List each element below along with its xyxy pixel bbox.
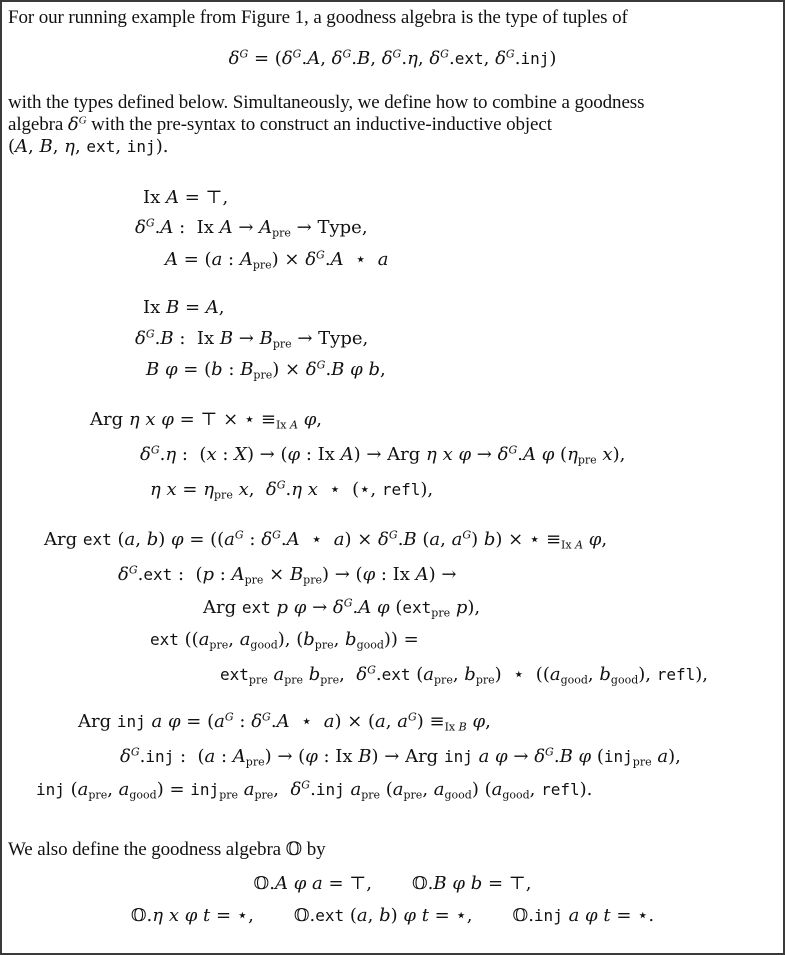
eq-eta-def: η $x = \eta_{pre}$ x, $\delta^G.\eta$ x ⋆ (⋆, refl), [150,478,434,502]
outro-text: We also define the goodness algebra [8,839,282,860]
eq-delta-inj-type: $\delta^G.inj$ : (a : $A_{pre}) \to (\varphi$ : Ix B) → Arg inj a $\varphi \to \delta^G.B$ φ (inj$_{pre}$ a), [120,745,681,769]
eq-o-line-1: 𝕆.A φ a = ⊤, 𝕆.B φ b = ⊤, [253,873,532,894]
eq-delta-ext-type-1: $\delta^G.ext$ : (p : $A_{pre} \times B_{pre}) \to (\varphi$ : Ix A) → [118,563,457,587]
eq-b-def: B φ = (b : $B_{pre}) \times \delta^G.B$ φ b, [146,358,386,382]
eq-ix-a: Ix A = ⊤, [143,187,229,208]
outro-symbol: 𝕆 [285,839,303,860]
outro-line [8,839,326,861]
tuple-equation: $\delta^G = (\delta^G.A$, $\delta^G.B$, $\delta^G.\eta$, $\delta^G.ext$, $\delta^G.inj$) [228,47,557,69]
eq-arg-ext: Arg ext (a, b) $\varphi = ((a^G$ : $\delta^G.A$ ⋆ $a) \times \delta^G.B$ (a, $a^G$) b) × ⋆ $\equiv_{Ix A}$ φ, [44,528,608,552]
eq-a-def: A = (a : $A_{pre}) \times \delta^G.A$ ⋆ a [165,248,389,272]
eq-delta-eta-type: $\delta^G.\eta$ : (x : X) → (φ : Ix A) → Arg η x $\varphi \to \delta^G.A$ φ ($\eta_{pre}$ x), [140,443,626,467]
eq-inj-def: inj ($a_{pre}$, $a_{good}) = inj_{pre}$ $a_{pre}$, $\delta^G.inj$ $a_{pre}$ ($a_{pre}$, $a_{good}$) ($a_{good}$, refl). [36,778,593,802]
intro-line-1: For our running example from Figure 1, a goodness algebra is the type of tuples of [8,7,628,28]
intro-line-2: with the types defined below. Simultaneously, we define how to combine a goodness [8,92,645,113]
eq-delta-b-type: $\delta^G.B$ : Ix $B \to B_{pre}$ → Type, [135,327,369,351]
eq-o-line-2: 𝕆.η x φ t = ⋆, 𝕆.ext (a, b) φ t = ⋆, 𝕆.inj a φ t = ⋆. [130,905,655,926]
eq-delta-a-type: $\delta^G.A$ : Ix $A \to A_{pre}$ → Type, [135,216,368,240]
intro-line-3: algebra $\delta^G$ with the pre-syntax to construct an inductive-inductive object [8,114,552,135]
outro-suffix: by [306,839,326,860]
intro-line-3-suffix: with the pre-syntax to construct an inductive-inductive object [91,114,552,135]
eq-ix-b: Ix B = A, [143,297,225,318]
eq-arg-inj: Arg inj a $\varphi = (a^G$ : $\delta^G.A$ ⋆ a) × (a, $a^G) \equiv_{Ix B}$ φ, [78,710,491,734]
eq-arg-eta: Arg η x φ = ⊤ × ⋆ $\equiv_{Ix A}$ φ, [90,409,323,432]
intro-line-3-prefix: algebra [8,114,64,135]
eq-ext-def-1: ext (($a_{pre}$, $a_{good}$), ($b_{pre}$, $b_{good}$)) = [150,629,419,652]
eq-ext-def-2: ext$_{pre}$ $a_{pre}$ $b_{pre}$, $\delta^G.ext$ ($a_{pre}$, $b_{pre}$) ⋆ (($a_{good}$, $b_{good}$), refl), [220,663,708,687]
intro-line-4: (A, B, η, ext, inj). [8,136,169,157]
eq-delta-ext-type-2: Arg ext p $\varphi \to \delta^G.A$ φ (ext$_{pre}$ p), [203,596,481,620]
